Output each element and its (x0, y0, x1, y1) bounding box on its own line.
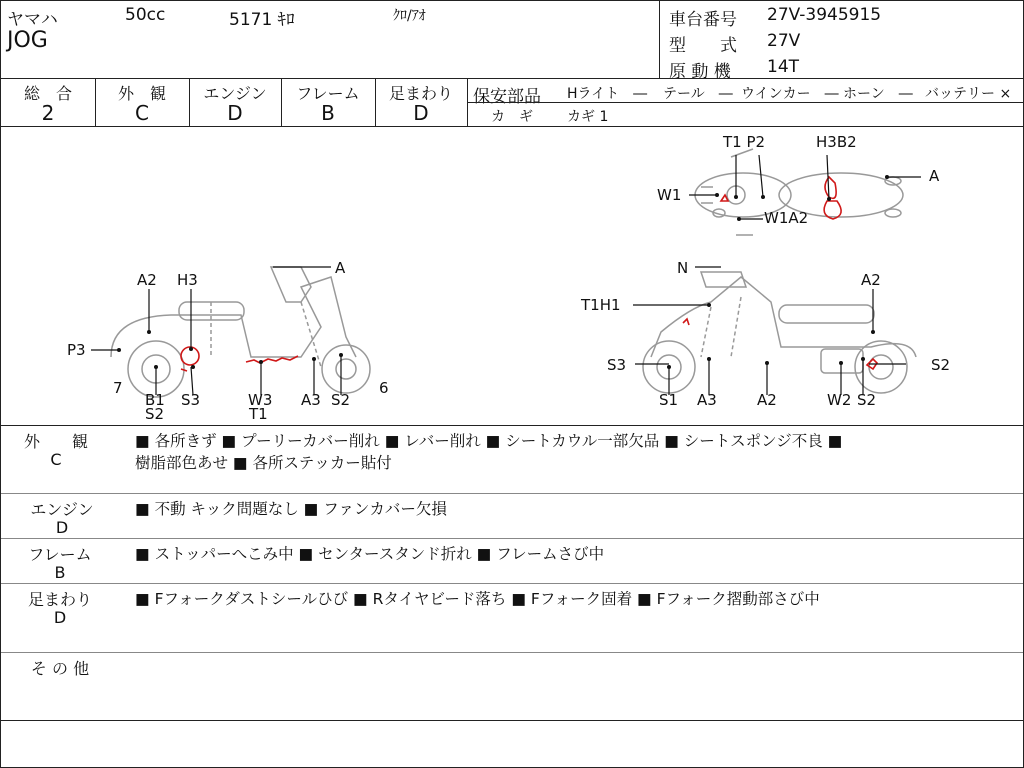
divider (1, 720, 1023, 721)
label-top-h3b2: H3B2 (816, 133, 857, 151)
engine-grade: D (227, 101, 243, 125)
label-left-6: 6 (379, 379, 389, 397)
mileage: 5171 ｷﾛ (229, 10, 295, 30)
label-left-h3: H3 (177, 271, 198, 289)
label-right-s2: S2 (931, 356, 951, 374)
winker-status: ウインカー ― (741, 86, 839, 102)
label-left-s2b: S2 (331, 391, 351, 409)
maker: ヤマハ (7, 10, 58, 30)
exterior-section-grade: C (50, 450, 62, 469)
engine-section-grade: D (55, 518, 69, 537)
taillight-status: テール ― (663, 86, 733, 102)
label-right-n: N (677, 259, 689, 277)
label-right-s3: S3 (607, 356, 627, 374)
divider (659, 1, 660, 78)
engine-label: 原 動 機 (669, 62, 731, 82)
divider (1, 493, 1023, 494)
suspension-grade: D (413, 101, 429, 125)
type-label: 型 式 (669, 36, 737, 56)
right-view-scooter (643, 272, 916, 393)
label-left-s3: S3 (181, 391, 201, 409)
frame-grade: B (321, 101, 335, 125)
engine-notes-line1: ■ 不動 キック問題なし ■ ファンカバー欠損 (135, 500, 447, 518)
exterior-section-label: 外 観 (23, 432, 88, 451)
exterior-notes-line1: ■ 各所きず ■ プーリーカバー削れ ■ レバー削れ ■ シートカウル一部欠品 ■ シートスポンジ不良 ■ (135, 432, 843, 450)
suspension-grade-label: 足まわり (388, 84, 453, 103)
engine-section-label: エンジン (30, 500, 94, 519)
label-right-a2: A2 (861, 271, 881, 289)
label-top-w1: W1 (657, 186, 682, 204)
exterior-grade: C (135, 101, 149, 125)
overall-label: 総 合 (23, 84, 72, 103)
label-left-b1: B1 (145, 391, 165, 409)
label-left-s2: S2 (145, 405, 165, 423)
safety-label: 保安部品 (473, 87, 541, 107)
suspension-section-grade: D (53, 608, 67, 627)
exterior-label: 外 観 (117, 84, 166, 103)
damage-diagram (1, 127, 1023, 425)
displacement: 50cc (125, 5, 166, 25)
other-section-label: そ の 他 (30, 659, 90, 678)
divider (1, 583, 1023, 584)
frame-section-label: フレーム (28, 545, 92, 564)
label-right-t1h1: T1H1 (581, 296, 621, 314)
engine-value: 14T (767, 57, 800, 77)
frame-no: 27V-3945915 (767, 5, 882, 25)
label-left-a2: A2 (137, 271, 157, 289)
divider (1, 78, 1023, 79)
headlight-status: Hライト ― (567, 86, 648, 102)
horn-status: ホーン ― (843, 86, 913, 102)
label-right-s2b: S2 (857, 391, 877, 409)
frame-notes-line1: ■ ストッパーへこみ中 ■ センタースタンド折れ ■ フレームさび中 (135, 545, 605, 563)
model-name: JOG (7, 28, 48, 53)
divider (1, 425, 1023, 426)
label-top-w1a2: W1A2 (764, 209, 809, 227)
engine-grade-label: エンジン (203, 84, 267, 103)
label-right-a3: A3 (697, 391, 717, 409)
divider (1, 538, 1023, 539)
frame-grade-label: フレーム (296, 84, 360, 103)
type-value: 27V (767, 31, 801, 51)
label-left-p3: P3 (67, 341, 86, 359)
key-value: カギ 1 (567, 109, 609, 125)
suspension-notes-line1: ■ Fフォークダストシールひび ■ Rタイヤビード落ち ■ Fフォーク固着 ■ Fフォーク摺動部さび中 (135, 590, 820, 608)
divider (467, 102, 1023, 103)
label-right-w2: W2 (827, 391, 852, 409)
label-left-a: A (335, 259, 346, 277)
label-right-s1: S1 (659, 391, 679, 409)
label-left-t1: T1 (249, 405, 268, 423)
label-left-a3: A3 (301, 391, 321, 409)
battery-status: バッテリー × (925, 86, 1012, 102)
label-left-7: 7 (113, 379, 123, 397)
divider (1, 652, 1023, 653)
key-label: カ ギ (491, 109, 533, 125)
suspension-section-label: 足まわり (27, 590, 92, 609)
label-left-w3: W3 (248, 391, 273, 409)
exterior-notes-line2: 樹脂部色あせ ■ 各所ステッカー貼付 (135, 454, 392, 472)
frame-no-label: 車台番号 (669, 10, 737, 30)
color: ｸﾛ/ｱｵ (393, 8, 426, 24)
overall-grade: 2 (41, 101, 55, 125)
label-top-a: A (929, 167, 940, 185)
frame-section-grade: B (54, 563, 66, 582)
label-top-t1p2: T1 P2 (723, 133, 766, 151)
label-right-a2b: A2 (757, 391, 777, 409)
